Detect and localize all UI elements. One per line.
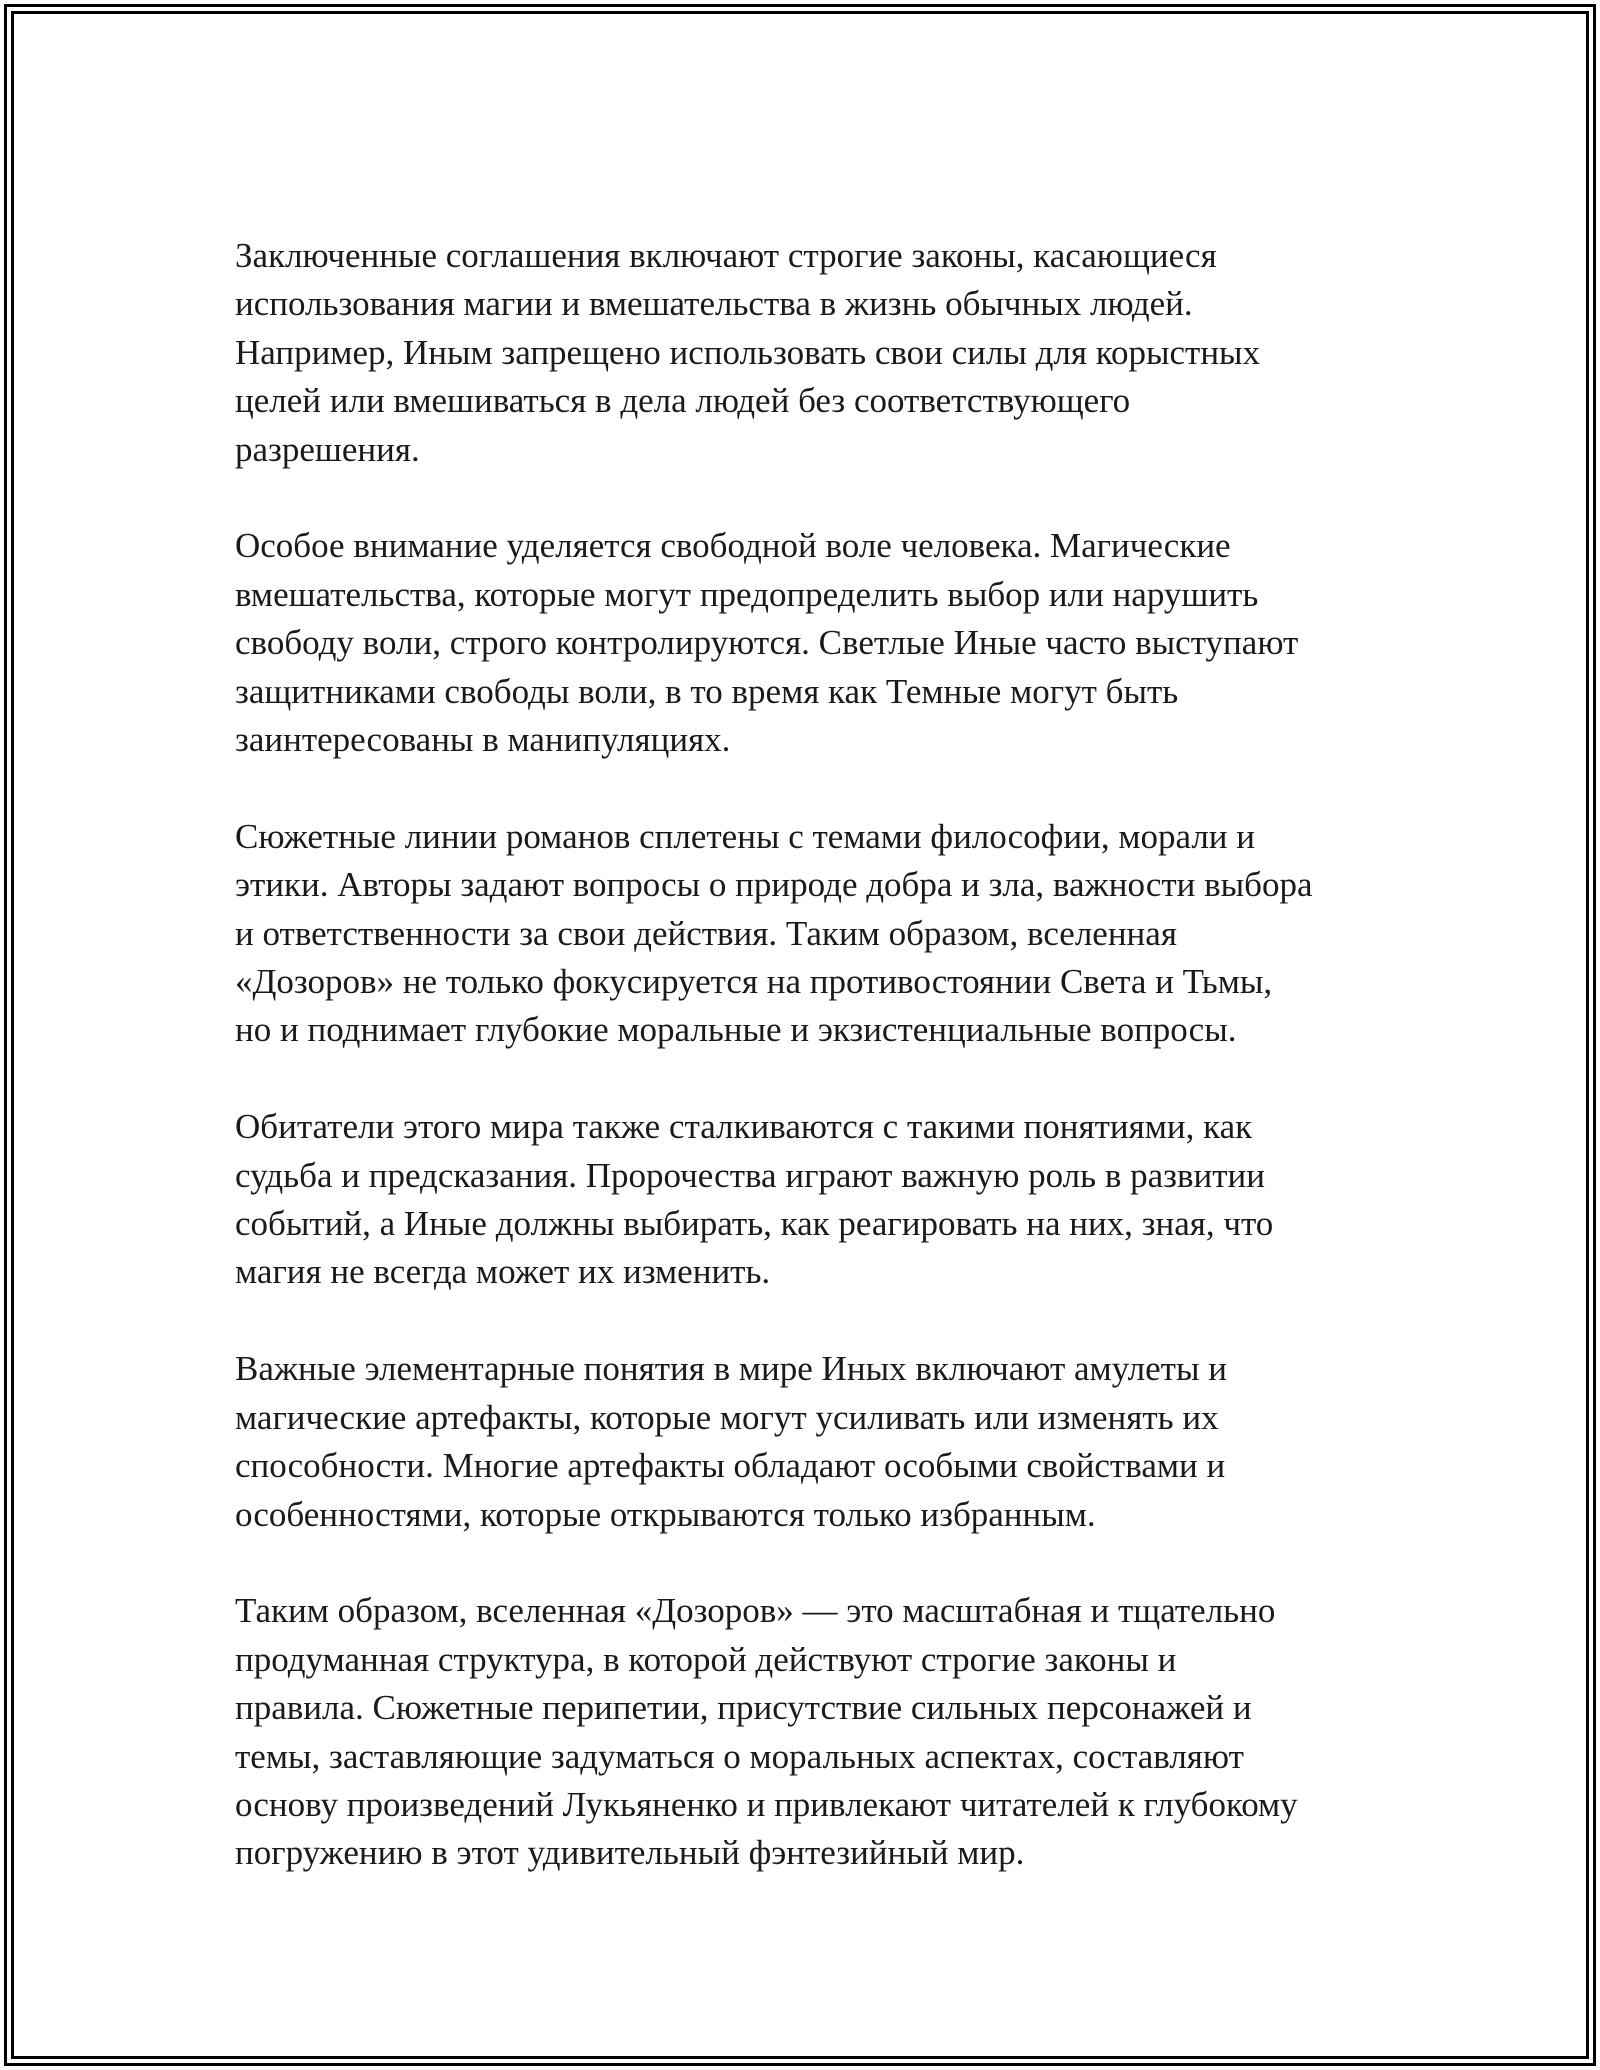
paragraph-philosophy: Сюжетные линии романов сплетены с темами философии, морали и этики. Авторы задают вопросы о природе добра и зла, важности выбора и ответственности за свои действия. Таким образом, вселенная «Дозоров» не только фокусируется на противостоянии Света и Тьмы, но и поднимает глубокие моральные и экзистенциальные вопросы.	[235, 816, 1313, 1050]
paragraph-agreements: Заключенные соглашения включают строгие законы, касающиеся использования магии и вмешательства в жизнь обычных людей. Например, Иным запрещено использовать свои силы для корыстных целей или вмешиваться в дела людей без соответствующего разрешения.	[235, 236, 1261, 469]
paragraph-conclusion: Таким образом, вселенная «Дозоров» — это масштабная и тщательно продуманная структура, в которой действуют строгие законы и правила. Сюжетные перипетии, присутствие сильных персонажей и темы, заставляющие задуматься о моральных аспектах, составляют основу произведений Лукьяненко и привлекают читателей к глубокому погружению в этот удивительный фэнтезийный мир.	[235, 1591, 1298, 1873]
paragraph-prophecies: Обитатели этого мира также сталкиваются с такими понятиями, как судьба и предсказания. Пророчества играют важную роль в развитии событий, а Иные должны выбирать, как реагировать на них, зная, что магия не всегда может их изменить.	[235, 1107, 1274, 1292]
paragraph-free-will: Особое внимание уделяется свободной воле человека. Магические вмешательства, которые могут предопределить выбор или нарушить свободу воли, строго контролируются. Светлые Иные часто выступают защитниками свободы воли, в то время как Темные могут быть заинтересованы в манипуляциях.	[235, 526, 1299, 760]
document-body	[235, 232, 1395, 1926]
paragraph-artifacts: Важные элементарные понятия в мире Иных включают амулеты и магические артефакты, которые могут усиливать или изменять их способности. Многие артефакты обладают особыми свойствами и особенностями, которые открываются только избранным.	[235, 1349, 1227, 1534]
